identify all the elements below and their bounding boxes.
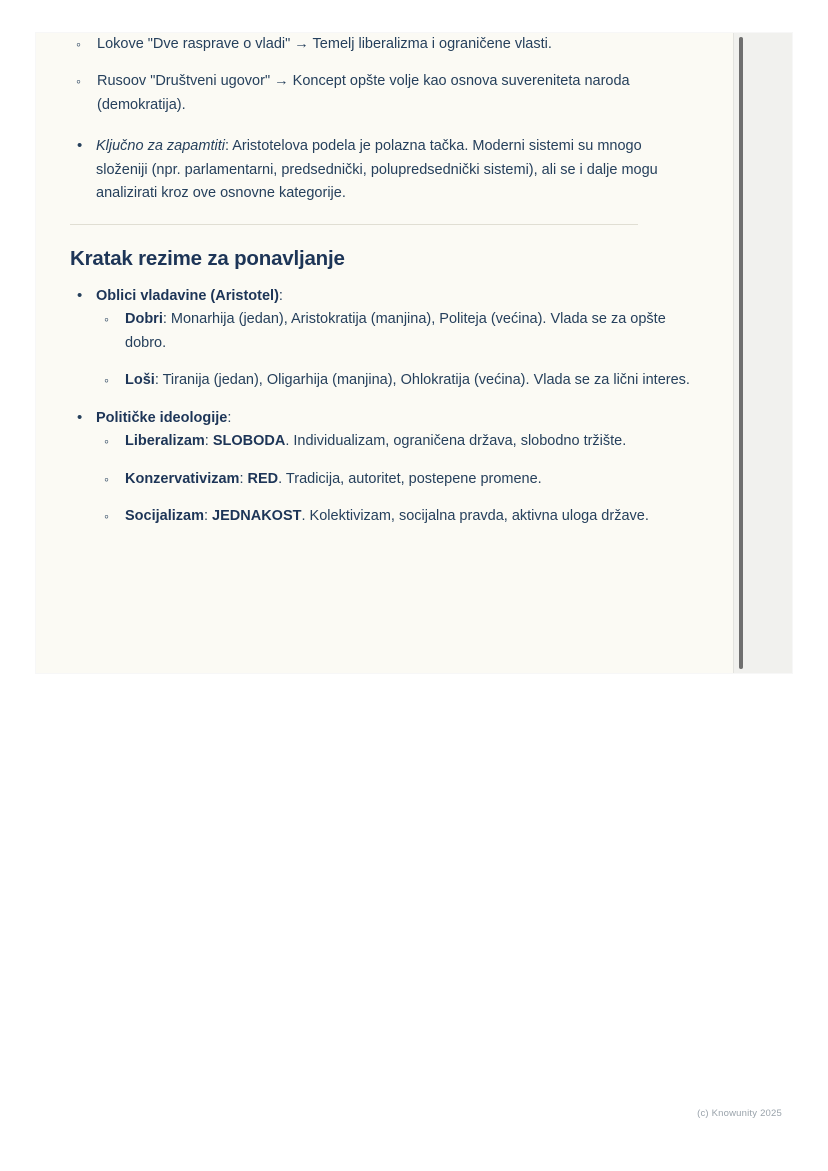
item-sep: : [239,470,248,487]
item-sep: : [204,433,213,450]
item-keyword: JEDNAKOST [212,508,302,525]
key-note-lead: Ključno za zapamtiti [96,138,225,155]
item-sep: : [203,508,213,525]
list-item [96,369,694,392]
summary-group-ideologies [68,407,694,529]
document-page [36,33,792,673]
page-title: Kratak rezime za ponavljanje [70,246,345,270]
group-heading-suffix: : [278,287,283,304]
continued-sub-list [68,33,694,117]
group-items [96,308,694,392]
scrollbar-thumb[interactable] [739,37,743,669]
key-note-item [68,135,694,205]
group-heading: Političke ideologije [96,409,228,426]
scrollbar-track[interactable] [733,33,792,673]
footer-copyright: (c) Knowunity 2025 [697,1108,782,1119]
page-content [36,33,734,673]
item-lead: Dobri [125,311,163,328]
item-text: : Monarhija (jedan), Aristokratija (manjina), Politeja (većina). Vlada se za opšte dobro. [125,311,666,351]
list-item [96,468,694,491]
list-item [68,33,694,56]
item-lead: Socijalizam [125,508,204,525]
item-lead: Liberalizam [125,433,205,450]
key-note-text: : Aristotelova podela je polazna tačka. Moderni sistemi su mnogo složeniji (npr. parlamentarni, predsednički, polupredsednički sistemi), ali se i dalje mogu analizirati kroz ove osnovne kategorije. [96,138,658,202]
item-keyword: RED [247,470,279,487]
summary-group-forms [68,285,694,393]
group-heading-suffix: : [227,409,232,426]
list-item [96,505,694,528]
section-divider [70,224,638,225]
item-text: . Tradicija, autoritet, postepene promene. [278,470,542,487]
item-text: . Kolektivizam, socijalna pravda, aktivna uloga države. [301,508,649,525]
item-lead: Loši [125,372,155,389]
group-items [96,430,694,528]
list-item [96,430,694,453]
item-text: . Individualizam, ograničena država, slobodno tržište. [285,433,627,450]
group-heading: Oblici vladavine (Aristotel) [96,287,279,304]
list-item-text: Lokove "Dve rasprave o vladi" → Temelj liberalizma i ograničene vlasti. [97,36,552,52]
list-item-text: Rusoov "Društveni ugovor" → Koncept opšte volje kao osnova suvereniteta naroda (demokratija). [97,73,630,113]
item-lead: Konzervativizam [125,470,240,487]
item-keyword: SLOBODA [212,433,286,450]
summary-list [68,285,694,529]
key-note-list [68,135,694,205]
list-item [68,70,694,117]
item-text: : Tiranija (jedan), Oligarhija (manjina), Ohlokratija (većina). Vlada se za lični interes. [154,372,690,389]
list-item [96,308,694,355]
